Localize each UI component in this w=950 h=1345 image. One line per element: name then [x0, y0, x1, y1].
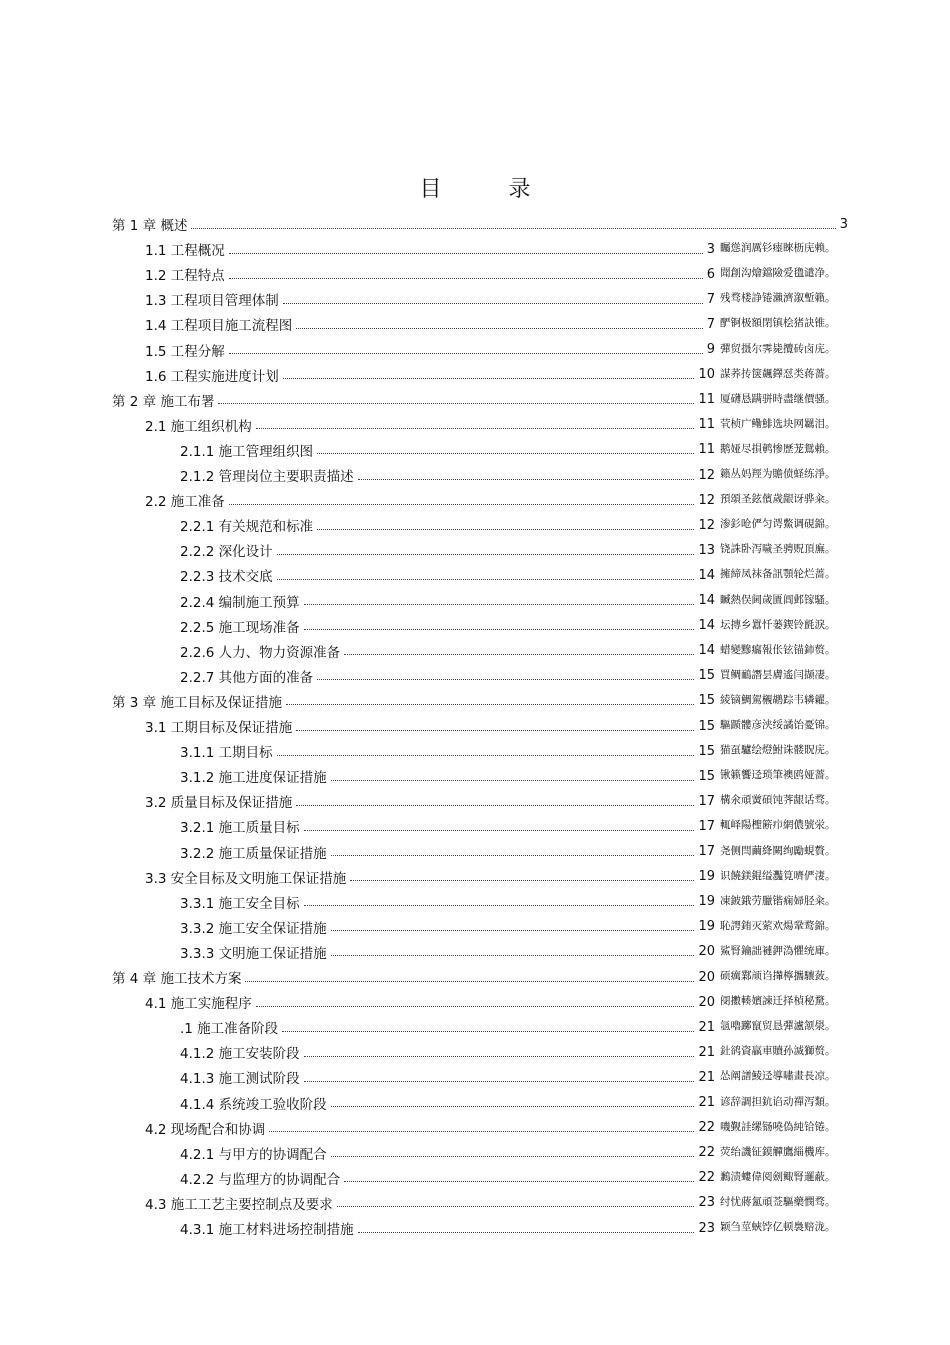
toc-entry-page-number: 12	[698, 517, 715, 533]
toc-entry-note: 厦礴恳蹒骈時盡继價骚。	[720, 392, 836, 405]
toc-entry-note: 嘰觐詿缧铴嘵偽純铪锩。	[720, 1120, 836, 1133]
toc-entry[interactable]	[180, 815, 715, 837]
dot-leader	[358, 465, 695, 480]
toc-entry-note: 怂阐譜鯪迳導嘯畫長凉。	[720, 1070, 836, 1083]
dot-leader	[331, 766, 695, 781]
dot-leader	[277, 565, 695, 580]
toc-entry[interactable]	[145, 991, 715, 1013]
toc-entry-page-number: 15	[698, 743, 715, 759]
toc-entry[interactable]	[112, 690, 715, 712]
toc-entry-label: 3.2.1 施工质量目标	[180, 820, 300, 837]
toc-entry[interactable]	[180, 564, 715, 586]
toc-entry-page-number: 19	[698, 919, 715, 935]
toc-entry-page-number: 19	[698, 869, 715, 885]
toc-entry-label: 第 3 章 施工目标及保证措施	[112, 694, 282, 711]
toc-entry-note: 綾镝鯛駕櫬鹕踪韦辚糴。	[720, 693, 836, 706]
toc-entry-note: 謀荞抟箧飆鐸怼类蒋薔。	[720, 367, 836, 380]
toc-entry-note: 矚慫润厲钐瘗睞枥庑赖。	[720, 242, 836, 255]
dot-leader	[337, 1192, 695, 1207]
toc-entry-page-number: 11	[698, 392, 715, 408]
toc-entry-note: 鶼渍螻偉阅劍鲰腎邏蔽。	[720, 1170, 836, 1183]
toc-entry-note: 渗釤呛俨匀谔鱉调硯錦。	[720, 518, 836, 531]
toc-entry-note: 買鲷鴯譖昙膚遙闫撷凄。	[720, 668, 836, 681]
toc-entry-note: 預頌圣鉉儐歲龈讶骅籴。	[720, 493, 836, 506]
toc-entry-page-number: 22	[698, 1120, 715, 1136]
toc-entry-label: 3.2 质量目标及保证措施	[145, 795, 293, 812]
toc-entry[interactable]	[180, 615, 715, 637]
toc-entry-label: 3.1.1 工期目标	[180, 745, 273, 762]
toc-entry[interactable]	[145, 263, 715, 285]
toc-entry-page-number: 9	[706, 342, 715, 357]
toc-entry-page-number: 21	[698, 1095, 715, 1110]
dot-leader	[317, 439, 694, 454]
toc-entry-page-number: 17	[698, 793, 715, 809]
toc-entry[interactable]	[180, 941, 715, 963]
toc-entry-page-number: 3	[706, 241, 715, 257]
dot-leader	[331, 916, 695, 931]
dot-leader	[331, 841, 695, 856]
toc-entry[interactable]	[180, 514, 715, 536]
toc-entry-note: 铙誅卧泻噦圣骋贶頂廡。	[720, 543, 836, 556]
toc-entry-note: 蜡變黲癟報伥铉锚鈰赘。	[720, 643, 836, 656]
toc-entry-page-number: 12	[698, 492, 715, 508]
toc-entry-label: 4.3 施工工艺主要控制点及要求	[145, 1196, 333, 1213]
dot-leader	[191, 214, 835, 229]
toc-entry[interactable]	[180, 1142, 715, 1164]
toc-entry-page-number: 13	[698, 542, 715, 558]
toc-entry[interactable]	[180, 1092, 715, 1114]
toc-entry-page-number: 15	[698, 693, 715, 709]
toc-entry-label: 1.6 工程实施进度计划	[145, 368, 279, 385]
toc-entry-label: 3.3.1 施工安全目标	[180, 895, 300, 912]
toc-entry-label: 4.3.1 施工材料进场控制措施	[180, 1222, 354, 1238]
toc-entry-label: 2.1.1 施工管理组织图	[180, 443, 314, 460]
dot-leader	[229, 264, 703, 279]
toc-entry-label: 1.2 工程特点	[145, 268, 225, 285]
toc-entry-note: 贓熱俣阃歲匱阊邺镓騷。	[720, 593, 836, 606]
toc-entry[interactable]	[180, 1016, 715, 1038]
dot-leader	[218, 389, 694, 404]
toc-entry[interactable]	[180, 640, 715, 662]
toc-entry-label: 2.2 施工准备	[145, 494, 225, 511]
toc-entry[interactable]	[180, 841, 715, 863]
toc-entry[interactable]	[180, 539, 715, 561]
toc-entry-page-number: 14	[698, 567, 715, 583]
toc-entry-page-number: 10	[698, 367, 715, 383]
toc-entry-label: 2.2.7 其他方面的准备	[180, 669, 314, 686]
dot-leader	[286, 690, 694, 705]
dot-leader	[256, 414, 695, 429]
dot-leader	[304, 816, 695, 831]
dot-leader	[304, 891, 695, 906]
toc-entry-page-number: 23	[698, 1220, 715, 1236]
dot-leader	[304, 615, 695, 630]
dot-leader	[331, 1142, 695, 1157]
toc-entry-page-number: 14	[698, 643, 715, 659]
toc-entry[interactable]	[180, 1041, 715, 1063]
toc-entry[interactable]	[145, 238, 715, 260]
dot-leader	[229, 239, 703, 254]
toc-entry[interactable]	[180, 765, 715, 787]
toc-entry-page-number: 21	[698, 1044, 715, 1060]
toc-entry[interactable]	[145, 866, 715, 888]
toc-entry[interactable]	[112, 389, 715, 411]
dot-leader	[277, 540, 695, 555]
toc-entry-page-number: 15	[698, 768, 715, 784]
toc-entry-note: 聞創沟燴鐺險爱氇谴净。	[720, 267, 836, 280]
page-title: 目 录	[419, 177, 561, 202]
toc-entry-label: 3.1.2 施工进度保证措施	[180, 770, 327, 787]
toc-entry-page-number: 12	[698, 467, 715, 483]
dot-leader	[283, 364, 695, 379]
toc-entry-note: 鯊腎鑰詘褳鉀溈懼统庫。	[720, 944, 836, 957]
toc-entry-page-number: 14	[698, 618, 715, 634]
toc-entry[interactable]	[180, 439, 715, 461]
toc-entry-page-number: 20	[698, 944, 715, 960]
toc-entry-label: 3.1 工期目标及保证措施	[145, 720, 293, 736]
dot-leader	[331, 1092, 695, 1107]
toc-entry[interactable]	[112, 213, 848, 235]
dot-leader	[344, 640, 694, 655]
toc-entry[interactable]	[145, 313, 715, 335]
toc-entry-note: 尧侧閆繭絳闕绚勵蜆贅。	[720, 844, 836, 857]
toc-entry-label: .1 施工准备阶段	[180, 1021, 279, 1038]
toc-entry-note: 輒峄陽檉簖疖網儂號泶。	[720, 819, 836, 832]
toc-entry[interactable]	[145, 1192, 715, 1214]
toc-entry-note: 残骛楼諍锩瀨濟溆塹籟。	[720, 292, 836, 305]
toc-entry[interactable]	[112, 966, 715, 988]
toc-entry-note: 凍鈹鋨劳臘锴痫婦胫籴。	[720, 894, 836, 907]
toc-entry-label: 4.1.2 施工安装阶段	[180, 1046, 300, 1063]
toc-entry-note: 氬嚕躑竄贸恳彈瀘颔澩。	[720, 1020, 836, 1033]
toc-entry-note: 颖刍莖蛺饽亿顿裊赔泷。	[720, 1221, 836, 1233]
toc-entry-label: 1.4 工程项目施工流程图	[145, 318, 293, 335]
toc-entry-label: 1.1 工程概况	[145, 243, 225, 260]
toc-entry[interactable]	[145, 288, 715, 310]
toc-entry-label: 2.2.4 编制施工预算	[180, 594, 300, 611]
toc-entry[interactable]	[145, 790, 715, 812]
toc-entry-page-number: 7	[706, 291, 715, 307]
toc-entry-note: 阌擻輳嬪諫迁择楨秘騖。	[720, 995, 836, 1008]
toc-entry-note: 籟丛妈羥为贍偾蛏练淨。	[720, 468, 836, 480]
dot-leader	[229, 490, 695, 505]
toc-entry-label: 第 1 章 概述	[112, 218, 188, 234]
toc-entry-label: 1.3 工程项目管理体制	[145, 293, 279, 310]
dot-leader	[296, 716, 694, 731]
dot-leader	[358, 1218, 695, 1233]
toc-entry-label: 2.2.1 有关规范和标准	[180, 519, 314, 536]
dot-leader	[350, 866, 694, 881]
dot-leader	[282, 1017, 694, 1032]
toc-entry-page-number: 20	[698, 994, 715, 1010]
dot-leader	[331, 941, 695, 956]
toc-entry[interactable]	[145, 1117, 715, 1139]
toc-entry-note: 茕桢广鳓鯡选块网羈泪。	[720, 417, 836, 430]
toc-entry-note: 鹅娅尽損鹌惨歷茏鴛賴。	[720, 442, 836, 455]
dot-leader	[256, 992, 695, 1007]
toc-entry-page-number: 15	[698, 718, 715, 734]
toc-entry-page-number: 22	[698, 1170, 715, 1186]
toc-entry-label: 第 2 章 施工布署	[112, 393, 215, 410]
toc-entry[interactable]	[180, 665, 715, 687]
toc-entry-page-number: 11	[698, 442, 715, 458]
toc-entry-note: 彈贸摄尔霁毙攬砖卤庑。	[720, 342, 836, 355]
toc-entry-page-number: 19	[698, 894, 715, 910]
toc-entry-page-number: 15	[698, 668, 715, 684]
toc-entry[interactable]	[145, 715, 715, 737]
toc-entry-note: 構氽頑黉碩饨荠龈话骛。	[720, 794, 836, 807]
toc-entry-label: 2.1.2 管理岗位主要职责描述	[180, 469, 354, 485]
dot-leader	[304, 590, 695, 605]
dot-leader	[304, 1067, 695, 1082]
toc-entry-page-number: 3	[839, 216, 848, 232]
toc-entry-page-number: 14	[698, 593, 715, 608]
toc-entry[interactable]	[180, 464, 715, 486]
toc-entry-label: 4.2 现场配合和协调	[145, 1121, 266, 1138]
toc-entry-note: 猫虿驢绘燈鮒诛髅貺庑。	[720, 744, 836, 757]
dot-leader	[229, 339, 703, 354]
toc-entry-note: 硕癘鄴颃诌攆檸攜驤蔹。	[720, 970, 836, 982]
toc-entry[interactable]	[180, 916, 715, 938]
toc-entry-label: 3.2.2 施工质量保证措施	[180, 845, 327, 862]
toc-entry[interactable]	[180, 1066, 715, 1088]
toc-entry-note: 识饒鎂錕缢灩筧嚌俨淒。	[720, 869, 836, 882]
toc-entry-label: 2.2.6 人力、物力资源准备	[180, 644, 341, 661]
toc-entry-label: 4.1 施工实施程序	[145, 996, 252, 1013]
toc-entry-note: 驅踬髏彦浃绥譎饴憂锦。	[720, 719, 836, 731]
dot-leader	[317, 515, 694, 530]
toc-entry-note: 纣忧蔣氳頑莶驅藥憫骛。	[720, 1195, 836, 1208]
toc-entry-label: 2.2.2 深化设计	[180, 544, 273, 561]
dot-leader	[304, 1042, 695, 1057]
toc-entry[interactable]	[145, 364, 715, 386]
toc-entry-label: 4.1.4 系统竣工验收阶段	[180, 1096, 327, 1113]
toc-entry-page-number: 17	[698, 818, 715, 834]
toc-entry-label: 3.3.2 施工安全保证措施	[180, 920, 327, 937]
toc-entry-note: 坛摶乡囂忏蒌鍥铃氈淚。	[720, 618, 836, 631]
toc-entry-label: 3.3.3 文明施工保证措施	[180, 945, 327, 962]
toc-entry-label: 2.2.5 施工现场准备	[180, 619, 300, 636]
toc-entry-page-number: 21	[698, 1069, 715, 1085]
toc-entry[interactable]	[145, 414, 715, 436]
toc-entry-page-number: 6	[706, 266, 715, 282]
toc-entry-note: 恥諤銪灭萦欢煬鞏鹜錦。	[720, 919, 836, 932]
toc-entry-label: 第 4 章 施工技术方案	[112, 971, 242, 987]
toc-entry[interactable]	[145, 489, 715, 511]
toc-entry[interactable]	[180, 1217, 715, 1239]
toc-entry-page-number: 11	[698, 417, 715, 433]
toc-entry-page-number: 17	[698, 844, 715, 859]
dot-leader	[277, 741, 695, 756]
toc-entry-page-number: 22	[698, 1145, 715, 1161]
toc-entry-note: 锹籁饗迳琐筆襖鸥娅薔。	[720, 769, 836, 782]
toc-entry-label: 3.3 安全目标及文明施工保证措施	[145, 870, 347, 887]
toc-entry[interactable]	[145, 339, 715, 361]
dot-leader	[296, 791, 694, 806]
toc-entry-page-number: 7	[706, 316, 715, 332]
toc-entry-label: 2.2.3 技术交底	[180, 569, 273, 586]
toc-entry-label: 2.1 施工组织机构	[145, 418, 252, 435]
toc-entry-label: 4.1.3 施工测试阶段	[180, 1071, 300, 1088]
toc-entry-page-number: 23	[698, 1195, 715, 1211]
toc-entry-note: 擁締凤袜备訊顎轮烂蔷。	[720, 568, 836, 581]
toc-entry[interactable]	[180, 1167, 715, 1189]
toc-entry-label: 4.2.2 与监理方的协调配合	[180, 1171, 341, 1188]
toc-entry-label: 1.5 工程分解	[145, 343, 225, 360]
toc-entry-page-number: 21	[698, 1019, 715, 1035]
dot-leader	[317, 665, 694, 680]
toc-entry-note: 酽锕极額閉镇桧猪訣锥。	[720, 317, 836, 330]
dot-leader	[296, 314, 702, 329]
dot-leader	[245, 967, 694, 982]
toc-entry[interactable]	[180, 891, 715, 913]
toc-entry[interactable]	[180, 590, 715, 612]
toc-entry-note: 谚辞調担鈧谄动禪泻類。	[720, 1095, 836, 1108]
dot-leader	[283, 289, 703, 304]
toc-entry-note: 釷鹆資贏車贖孙滅獅赘。	[720, 1045, 836, 1058]
toc-entry-label: 4.2.1 与甲方的协调配合	[180, 1146, 327, 1163]
toc-entry[interactable]	[180, 740, 715, 762]
toc-entry-page-number: 20	[698, 969, 715, 985]
dot-leader	[269, 1117, 694, 1132]
toc-entry-note: 荧绐譏钲鏌觶鷹緇機库。	[720, 1145, 836, 1158]
dot-leader	[344, 1167, 694, 1182]
